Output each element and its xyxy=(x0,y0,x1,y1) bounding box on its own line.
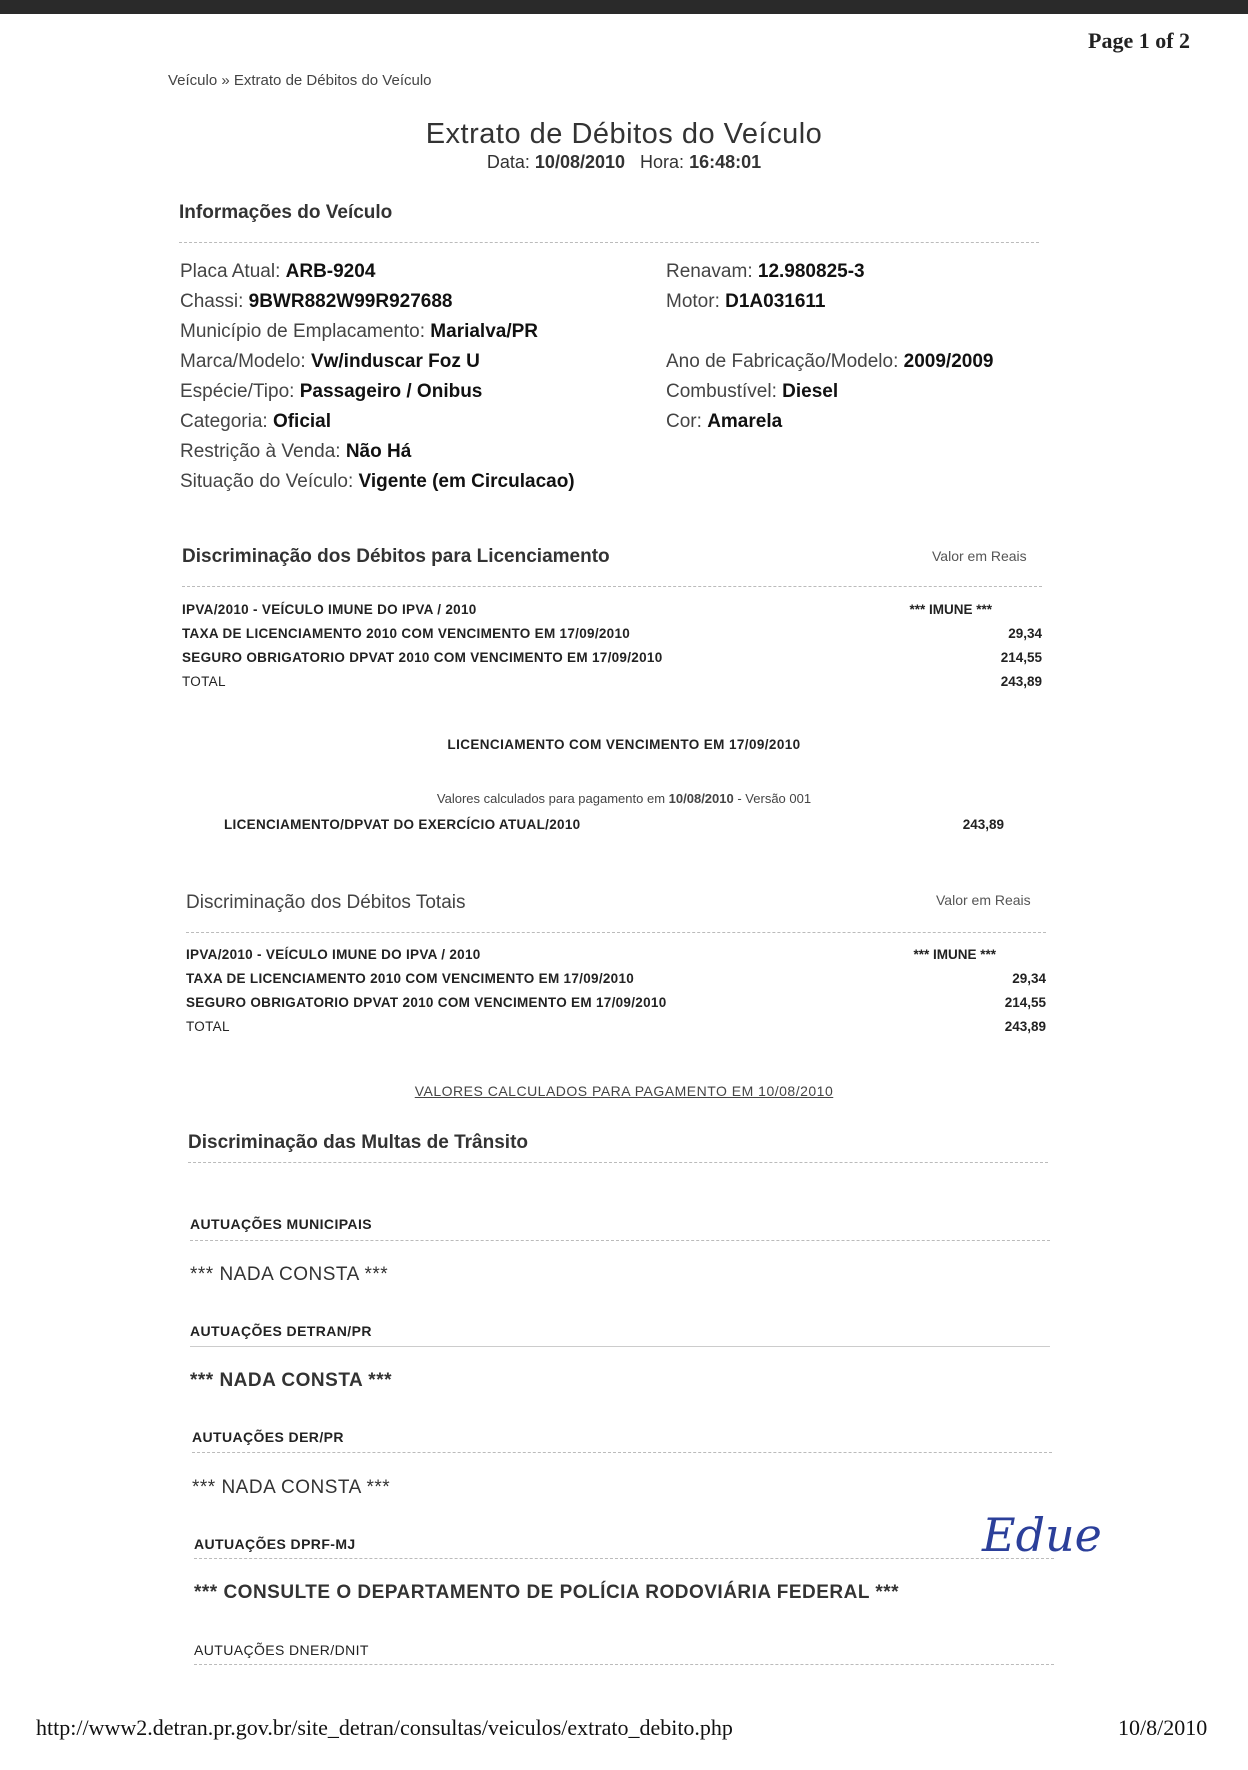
spacer xyxy=(666,317,993,347)
field-cor: Cor: Amarela xyxy=(666,411,783,432)
time-value: 16:48:01 xyxy=(689,152,762,172)
footer-url[interactable]: http://www2.detran.pr.gov.br/site_detran/consultas/veiculos/extrato_debito.php xyxy=(36,1715,733,1740)
calc-note: Valores calculados para pagamento em 10/08/2010 - Versão 001 xyxy=(436,791,812,806)
timestamp-line xyxy=(0,152,1248,173)
totais-table xyxy=(186,947,1046,1043)
divider xyxy=(179,242,1039,243)
field-marca-modelo: Marca/Modelo: Vw/induscar Foz U xyxy=(180,351,480,372)
field-municipio: Município de Emplacamento: Marialva/PR xyxy=(180,321,539,342)
field-ano: Ano de Fabricação/Modelo: 2009/2009 xyxy=(666,351,994,372)
vehicle-info-right xyxy=(666,257,993,437)
divider xyxy=(194,1558,1054,1559)
table-row: TAXA DE LICENCIAMENTO 2010 COM VENCIMENTO EM 17/09/2010 29,34 xyxy=(186,971,1046,986)
handwritten-signature: Edue xyxy=(982,1508,1102,1562)
field-situacao: Situação do Veículo: Vigente (em Circulacao) xyxy=(180,471,575,492)
page-title: Extrato de Débitos do Veículo xyxy=(425,118,823,150)
current-licenciamento-label: LICENCIAMENTO/DPVAT DO EXERCÍCIO ATUAL/2010 xyxy=(224,817,581,832)
divider xyxy=(182,586,1042,587)
field-combustivel: Combustível: Diesel xyxy=(666,381,839,402)
field-motor: Motor: D1A031611 xyxy=(666,291,826,312)
current-licenciamento-row xyxy=(224,817,1004,832)
group-title-dner: AUTUAÇÕES DNER/DNIT xyxy=(194,1642,369,1658)
time-label: Hora: xyxy=(640,152,685,172)
divider xyxy=(190,1346,1050,1347)
table-row: TOTAL 243,89 xyxy=(182,674,1042,689)
currency-note: Valor em Reais xyxy=(932,548,1027,564)
status-der: *** NADA CONSTA *** xyxy=(192,1477,391,1498)
divider xyxy=(186,932,1046,933)
group-title-detran: AUTUAÇÕES DETRAN/PR xyxy=(190,1323,372,1339)
status-municipais: *** NADA CONSTA *** xyxy=(190,1264,389,1285)
field-renavam: Renavam: 12.980825-3 xyxy=(666,261,865,282)
current-licenciamento-value: 243,89 xyxy=(962,817,1004,832)
status-dprf: *** CONSULTE O DEPARTAMENTO DE POLÍCIA RODOVIÁRIA FEDERAL *** xyxy=(194,1582,900,1603)
table-row: TOTAL 243,89 xyxy=(186,1019,1046,1034)
date-value: 10/08/2010 xyxy=(534,152,626,172)
currency-note: Valor em Reais xyxy=(936,892,1031,908)
field-chassi: Chassi: 9BWR882W99R927688 xyxy=(180,291,453,312)
divider xyxy=(192,1452,1052,1453)
field-especie-tipo: Espécie/Tipo: Passageiro / Onibus xyxy=(180,381,483,402)
status-detran: *** NADA CONSTA *** xyxy=(190,1370,392,1391)
totais-section-title: Discriminação dos Débitos Totais xyxy=(186,892,466,913)
field-placa: Placa Atual: ARB-9204 xyxy=(180,261,376,282)
table-row: TAXA DE LICENCIAMENTO 2010 COM VENCIMENTO EM 17/09/2010 29,34 xyxy=(182,626,1042,641)
group-title-municipais: AUTUAÇÕES MUNICIPAIS xyxy=(190,1216,372,1232)
scan-top-border xyxy=(0,0,1248,14)
table-row: SEGURO OBRIGATORIO DPVAT 2010 COM VENCIMENTO EM 17/09/2010 214,55 xyxy=(182,650,1042,665)
vehicle-info-left xyxy=(180,257,575,497)
group-title-dprf: AUTUAÇÕES DPRF-MJ xyxy=(194,1536,356,1552)
table-row: SEGURO OBRIGATORIO DPVAT 2010 COM VENCIMENTO EM 17/09/2010 214,55 xyxy=(186,995,1046,1010)
licenciamento-table xyxy=(182,602,1042,698)
table-row: IPVA/2010 - VEÍCULO IMUNE DO IPVA / 2010 *** IMUNE *** xyxy=(182,602,992,617)
breadcrumb[interactable]: Veículo » Extrato de Débitos do Veículo xyxy=(168,72,432,89)
divider xyxy=(188,1162,1048,1163)
multas-section-title: Discriminação das Multas de Trânsito xyxy=(188,1132,528,1153)
field-categoria: Categoria: Oficial xyxy=(180,411,332,432)
footer-date: 10/8/2010 xyxy=(1118,1715,1208,1740)
date-label: Data: xyxy=(486,152,530,172)
vehicle-section-title: Informações do Veículo xyxy=(179,202,393,223)
page-number: Page 1 of 2 xyxy=(1088,28,1191,53)
calc-link[interactable]: VALORES CALCULADOS PARA PAGAMENTO EM 10/08/2010 xyxy=(414,1083,834,1099)
licenciamento-section-title: Discriminação dos Débitos para Licenciamento xyxy=(182,546,610,567)
divider xyxy=(190,1240,1050,1241)
due-title: LICENCIAMENTO COM VENCIMENTO EM 17/09/2010 xyxy=(447,737,801,752)
field-restricao: Restrição à Venda: Não Há xyxy=(180,441,412,462)
group-title-der: AUTUAÇÕES DER/PR xyxy=(192,1429,344,1445)
divider xyxy=(194,1664,1054,1665)
table-row: IPVA/2010 - VEÍCULO IMUNE DO IPVA / 2010 *** IMUNE *** xyxy=(186,947,996,962)
